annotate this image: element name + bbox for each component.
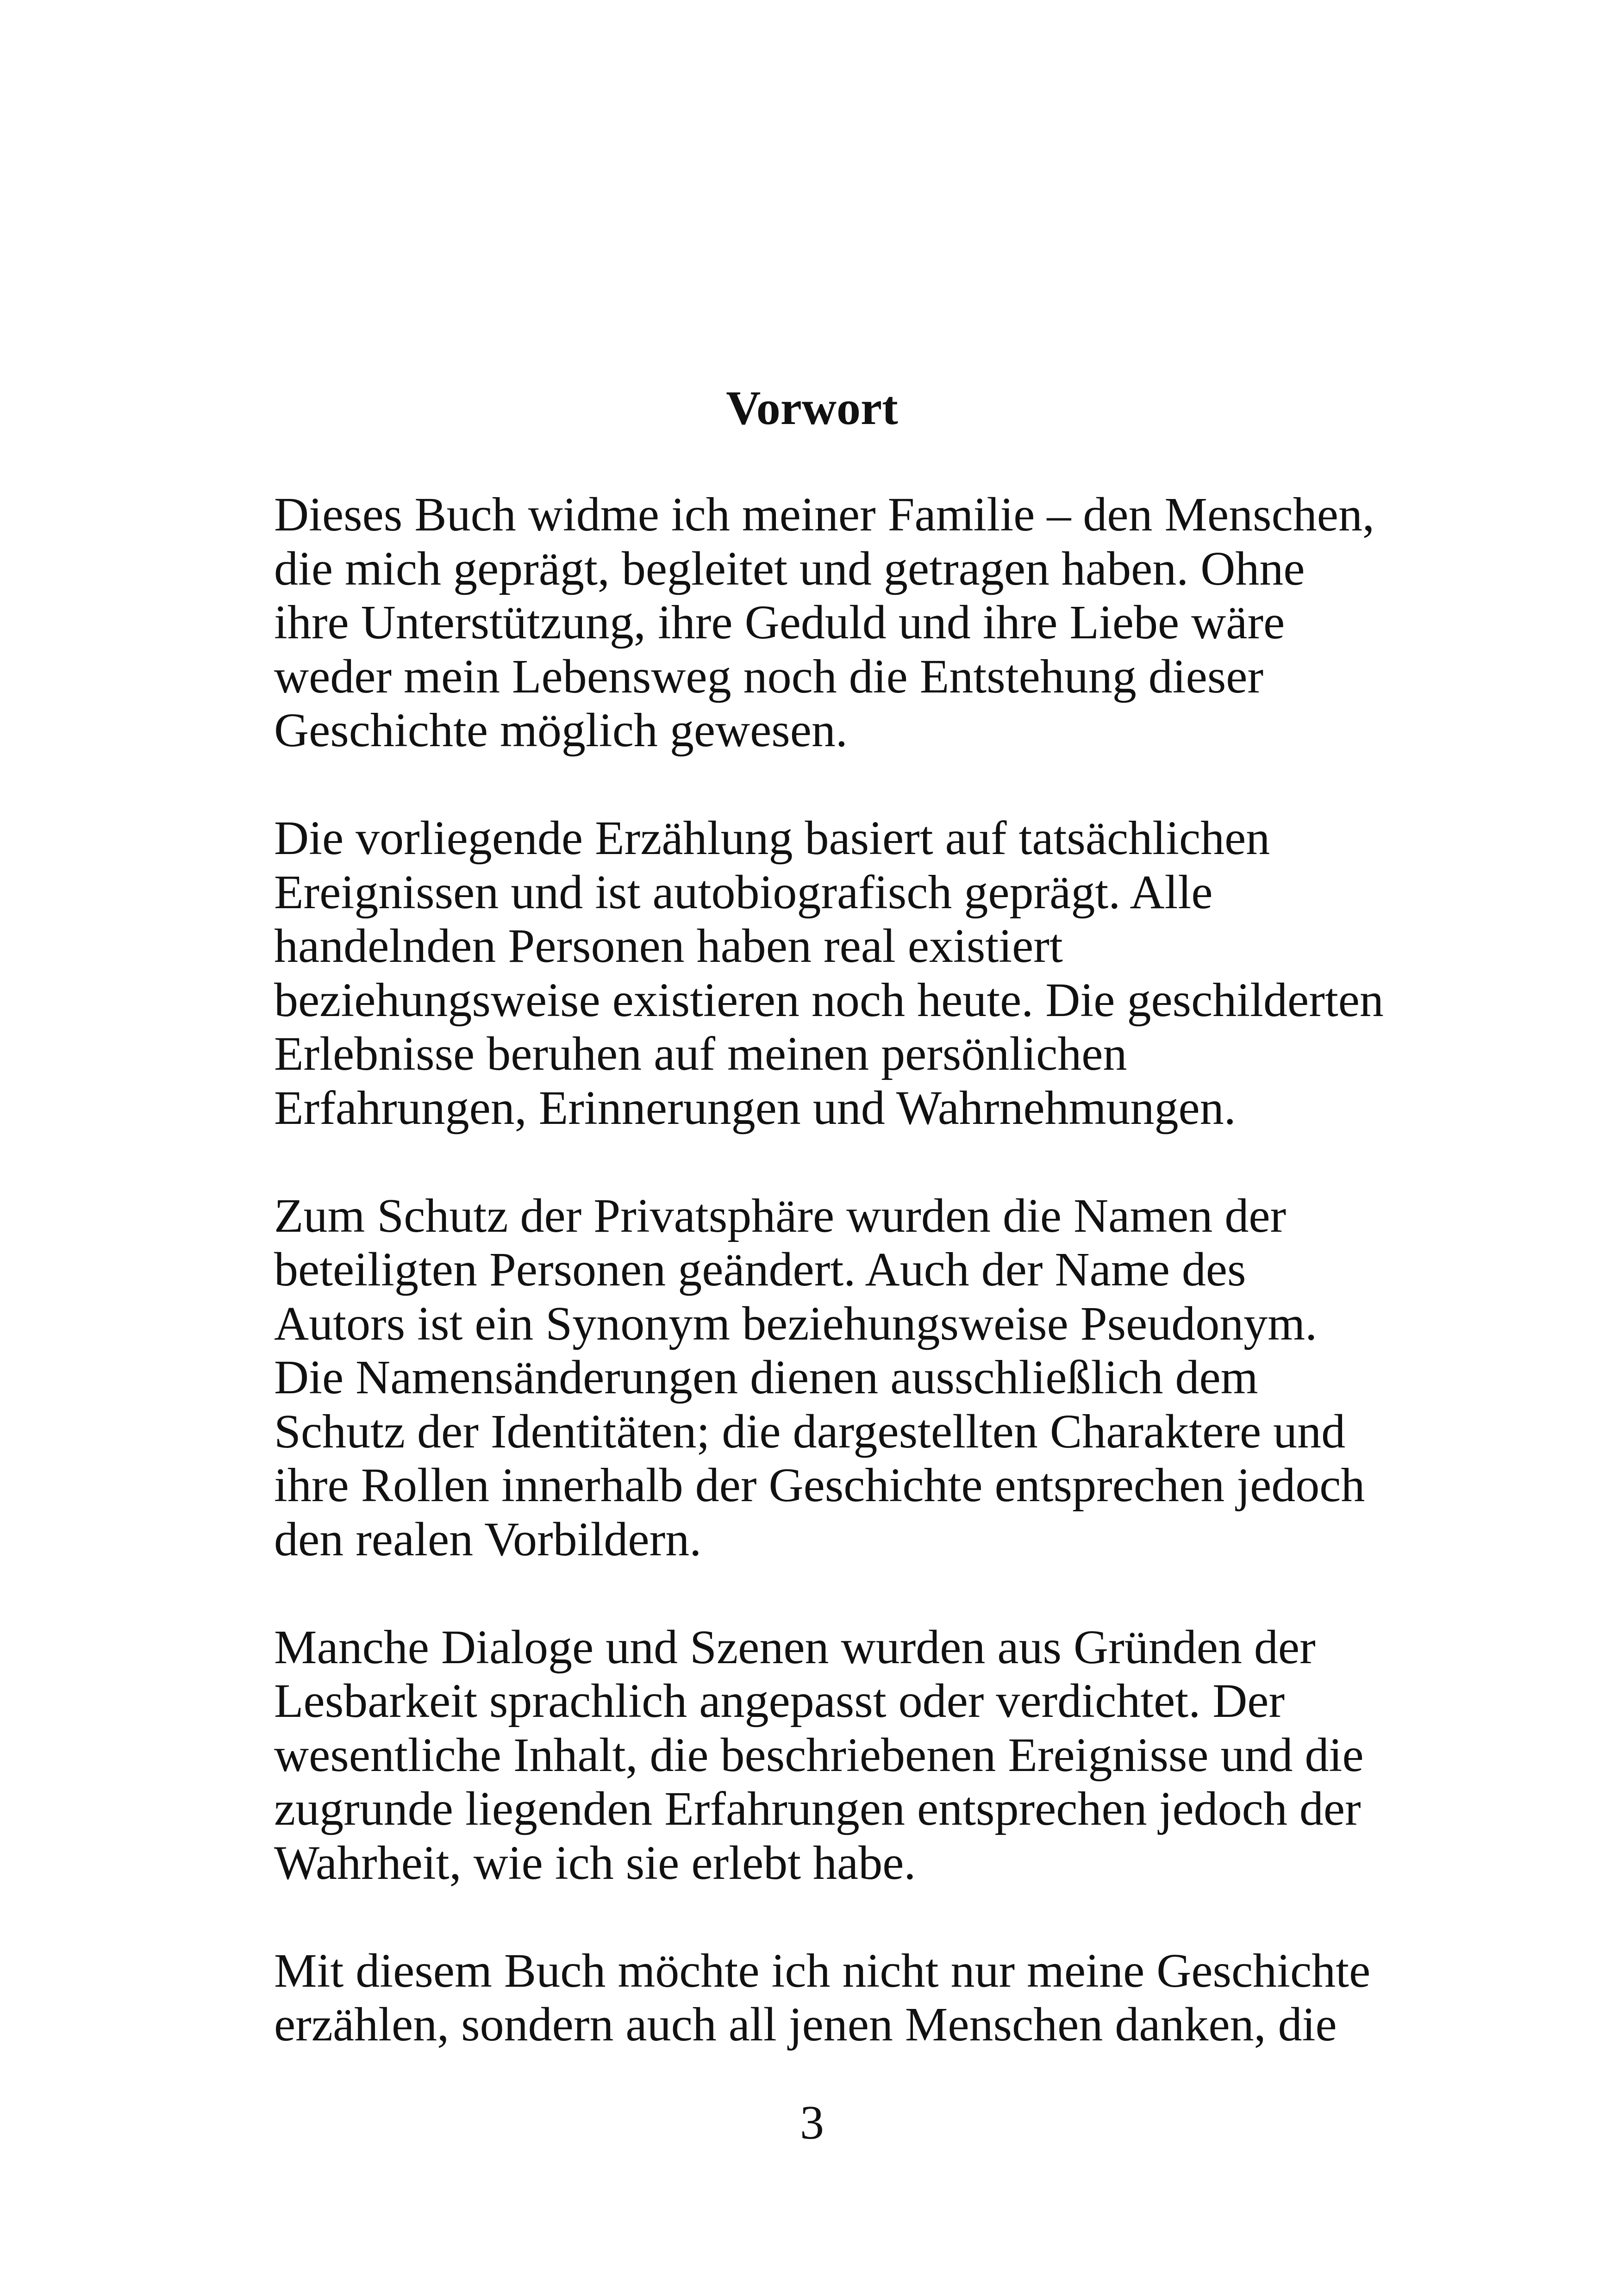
text-line: Ereignissen und ist autobiografisch geprägt. Alle <box>274 865 1213 919</box>
text-line: Erlebnisse beruhen auf meinen persönlichen <box>274 1027 1127 1080</box>
text-line: Erfahrungen, Erinnerungen und Wahrnehmungen. <box>274 1081 1236 1135</box>
text-line: beteiligten Personen geändert. Auch der Name des <box>274 1243 1246 1296</box>
body-text <box>274 488 1404 2052</box>
text-line: wesentliche Inhalt, die beschriebenen Ereignisse und die <box>274 1728 1364 1782</box>
paragraph-4 <box>274 1621 1404 1890</box>
text-line: Zum Schutz der Privatsphäre wurden die Namen der <box>274 1189 1287 1242</box>
text-line: handelnden Personen haben real existiert <box>274 919 1063 973</box>
page-title: Vorwort <box>726 381 898 435</box>
text-line: Schutz der Identitäten; die dargestellten Charaktere und <box>274 1404 1346 1458</box>
page-number: 3 <box>800 2096 824 2149</box>
text-line: zugrunde liegenden Erfahrungen entsprechen jedoch der <box>274 1782 1361 1835</box>
text-line: den realen Vorbildern. <box>274 1512 702 1566</box>
text-line: ihre Unterstützung, ihre Geduld und ihre Liebe wäre <box>274 596 1285 649</box>
text-line: Geschichte möglich gewesen. <box>274 704 848 757</box>
text-line: ihre Rollen innerhalb der Geschichte entsprechen jedoch <box>274 1459 1365 1512</box>
text-line: Dieses Buch widme ich meiner Familie – den Menschen, <box>274 488 1374 541</box>
paragraph-1 <box>274 488 1404 758</box>
paragraph-5 <box>274 1944 1404 2052</box>
text-line: Mit diesem Buch möchte ich nicht nur meine Geschichte <box>274 1944 1371 1997</box>
text-line: Die Namensänderungen dienen ausschließlich dem <box>274 1351 1258 1404</box>
text-line: Manche Dialoge und Szenen wurden aus Gründen der <box>274 1620 1316 1674</box>
text-line: Autors ist ein Synonym beziehungsweise Pseudonym. <box>274 1297 1318 1350</box>
text-line: Lesbarkeit sprachlich angepasst oder verdichtet. Der <box>274 1674 1285 1727</box>
text-line: erzählen, sondern auch all jenen Menschen danken, die <box>274 1998 1337 2051</box>
paragraph-2 <box>274 811 1404 1135</box>
paragraph-3 <box>274 1189 1404 1567</box>
text-line: Wahrheit, wie ich sie erlebt habe. <box>274 1836 916 1890</box>
text-line: Die vorliegende Erzählung basiert auf tatsächlichen <box>274 811 1270 865</box>
text-line: weder mein Lebensweg noch die Entstehung dieser <box>274 649 1264 703</box>
text-line: die mich geprägt, begleitet und getragen haben. Ohne <box>274 542 1305 595</box>
text-line: beziehungsweise existieren noch heute. Die geschilderten <box>274 973 1384 1027</box>
